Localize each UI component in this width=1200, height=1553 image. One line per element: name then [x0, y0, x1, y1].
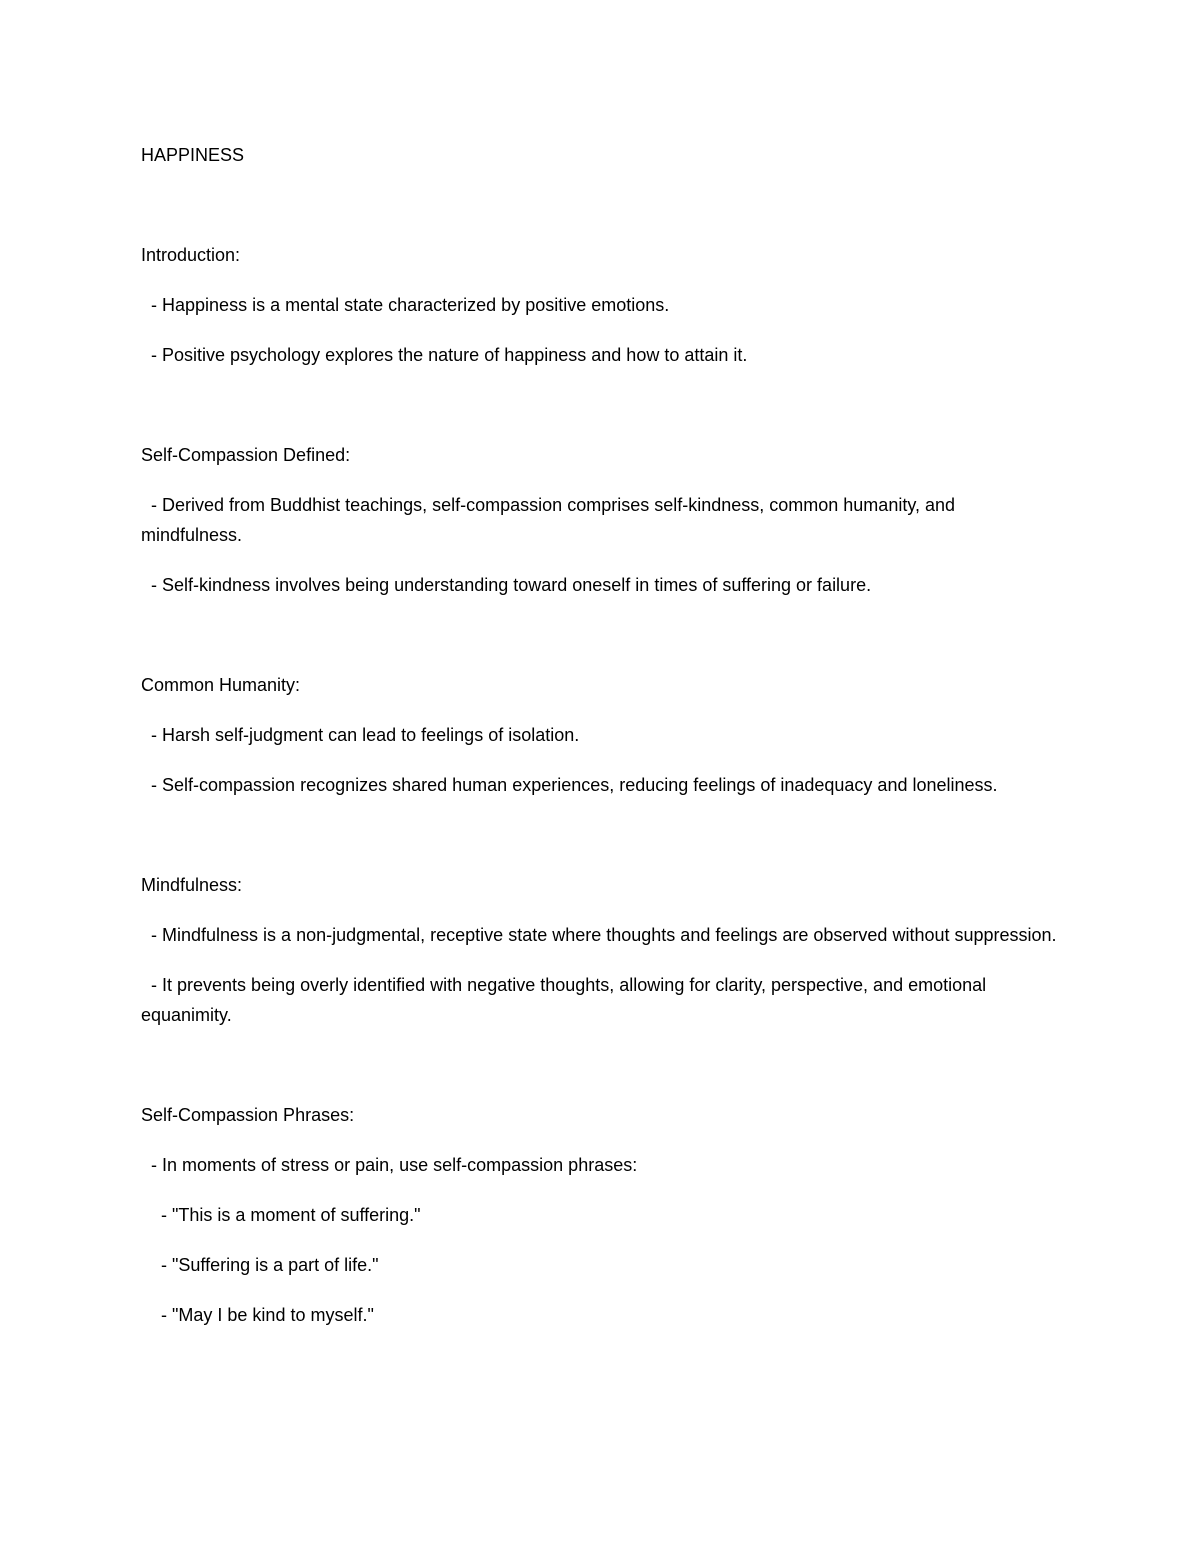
bullet-paragraph: - Mindfulness is a non-judgmental, receptive state where thoughts and feelings are observed without suppression.	[141, 925, 1057, 945]
bullet-paragraph: - Happiness is a mental state characterized by positive emotions.	[141, 295, 670, 315]
quote-item: - "May I be kind to myself."	[141, 1305, 374, 1325]
section-heading: Common Humanity:	[141, 675, 301, 695]
section-heading: Self-Compassion Phrases:	[141, 1105, 355, 1125]
bullet-paragraph: - Positive psychology explores the nature of happiness and how to attain it.	[141, 345, 748, 365]
bullet-paragraph: - Self-compassion recognizes shared human experiences, reducing feelings of inadequacy and loneliness.	[141, 775, 998, 795]
section-self-compassion-phrases	[141, 1100, 1061, 1330]
section-heading: Self-Compassion Defined:	[141, 445, 351, 465]
section-self-compassion-defined	[141, 440, 1061, 600]
bullet-paragraph: - It prevents being overly identified with negative thoughts, allowing for clarity, perspective, and emotional equanimity.	[141, 975, 992, 1025]
section-heading: Introduction:	[141, 245, 241, 265]
document-body	[141, 140, 1061, 1330]
section-introduction	[141, 240, 1061, 370]
section-heading: Mindfulness:	[141, 875, 243, 895]
section-common-humanity	[141, 670, 1061, 800]
quote-item: - "Suffering is a part of life."	[141, 1255, 379, 1275]
document-title: HAPPINESS	[141, 145, 245, 165]
bullet-paragraph: - Harsh self-judgment can lead to feelings of isolation.	[141, 725, 580, 745]
quote-item: - "This is a moment of suffering."	[141, 1205, 421, 1225]
bullet-paragraph: - Derived from Buddhist teachings, self-compassion comprises self-kindness, common humanity, and mindfulness.	[141, 495, 961, 545]
bullet-paragraph: - Self-kindness involves being understanding toward oneself in times of suffering or failure.	[141, 575, 872, 595]
section-mindfulness	[141, 870, 1061, 1030]
bullet-paragraph: - In moments of stress or pain, use self-compassion phrases:	[141, 1155, 638, 1175]
